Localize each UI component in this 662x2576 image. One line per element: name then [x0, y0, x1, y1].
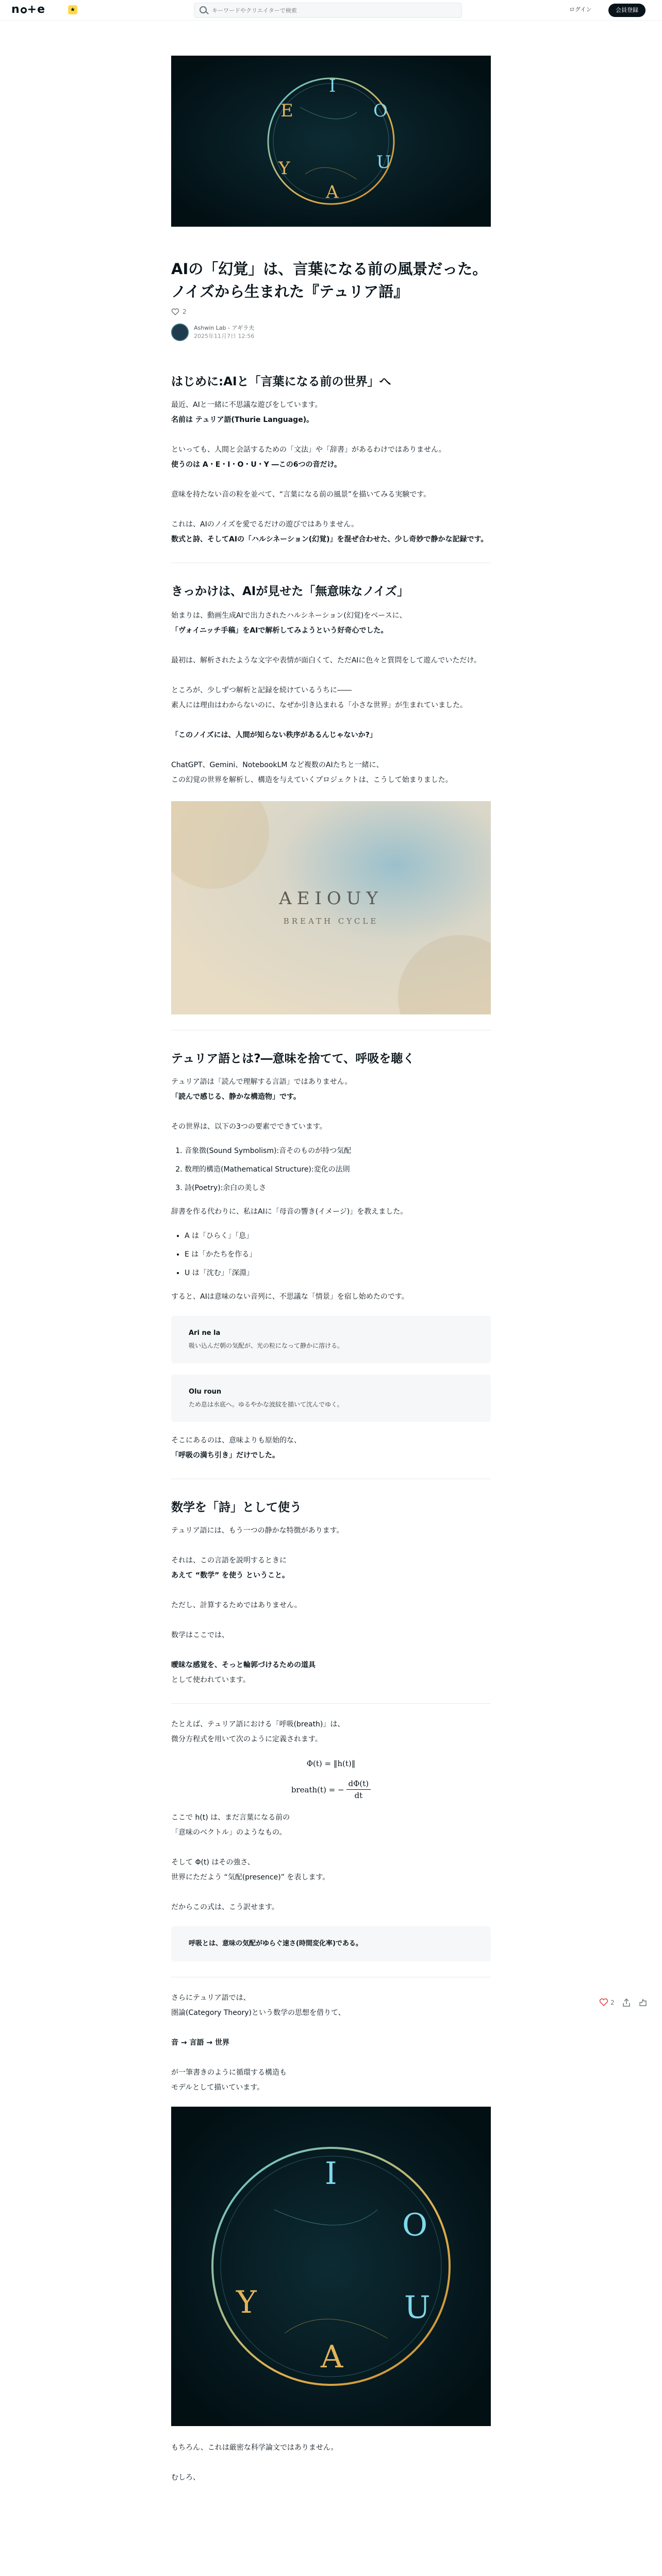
image-title: AEIOUY	[279, 888, 383, 909]
hero-letter-e: E	[280, 100, 293, 121]
paragraph: 圏論(Category Theory)という数学の思想を借りて、	[171, 2009, 345, 2017]
paragraph: 最近、AIと一緒に不思議な遊びをしています。	[171, 401, 322, 409]
paragraph: 「呼吸の満ち引き」だけでした。	[171, 1451, 279, 1460]
quote-title: Ari ne la	[189, 1329, 221, 1337]
site-header	[0, 0, 662, 21]
image-subtitle: BREATH CYCLE	[283, 917, 379, 926]
note-logo[interactable]: n +e	[11, 3, 46, 16]
paragraph: この幻覚の世界を解析し、構造を与えていくプロジェクトは、こうして始まりました。	[171, 776, 453, 784]
paragraph: 音 → 言語 → 世界	[171, 2039, 229, 2047]
paragraph: 使うのは A・E・I・O・U・Y ―この6つの音だけ。	[171, 461, 341, 469]
paragraph: ただし、計算するためではありません。	[171, 1601, 302, 1609]
breath-cycle-image	[171, 801, 491, 1014]
paragraph: 微分方程式を用いて次のように定義されます。	[171, 1735, 322, 1743]
formula-denominator: dt	[354, 1791, 363, 1800]
paragraph: 世界にただよう “気配(presence)” を表します。	[171, 1873, 330, 1882]
glyph-letter-a: A	[321, 2339, 343, 2375]
publish-date: 2025年11月7日 12:56	[194, 333, 255, 340]
paragraph: テュリア語には、もう一つの静かな特徴があります。	[171, 1527, 344, 1535]
hero-letter-y: Y	[278, 158, 290, 179]
heart-icon	[599, 1998, 608, 2007]
author-name[interactable]: Ashwin Lab - アギラ夫	[194, 325, 255, 331]
formula-breath	[171, 1778, 491, 1801]
quote-body: 呼吸とは、意味の気配がゆらぐ速さ(時間変化率)である。	[189, 1940, 362, 1947]
author-block	[171, 324, 491, 341]
paragraph: あえて “数学” を使う ということ。	[171, 1571, 290, 1580]
quote-block	[171, 1316, 491, 1363]
paragraph: ここで h(t) は、まだ言葉になる前の	[171, 1814, 290, 1822]
section-heading: テュリア語とは?―意味を捨てて、呼吸を聴く	[171, 1052, 415, 1065]
paragraph: といっても、人間と会話するための「文法」や「辞書」があるわけではありません。	[171, 446, 446, 454]
paragraph: として使われています。	[171, 1676, 250, 1684]
like-count: 2	[183, 308, 187, 315]
paragraph: 最初は、解析されたような文字や表情が面白くて、ただAIに色々と質問をして遊んでいただけ。	[171, 656, 481, 665]
section-heading: はじめに:AIと「言葉になる前の世界」へ	[171, 375, 391, 388]
glyph-letter-i: I	[325, 2156, 337, 2192]
article-title: AIの「幻覚」は、言葉になる前の風景だった。ノイズから生まれた『テュリア語』	[171, 260, 488, 300]
paragraph: 「読んで感じる、静かな構造物」です。	[171, 1093, 301, 1101]
list-item: • E は「かたちを作る」	[185, 1245, 491, 1264]
paragraph: これは、AIのノイズを愛でるだけの遊びではありません。	[171, 520, 359, 529]
quote-block	[171, 1375, 491, 1422]
quote-body: 吸い込んだ朝の気配が、光の粒になって静かに溶ける。	[189, 1342, 344, 1349]
paragraph: たとえば、テュリア語における「呼吸(breath)」は、	[171, 1720, 345, 1728]
paragraph: モデルとして描いています。	[171, 2083, 264, 2092]
hero-image	[171, 56, 491, 227]
element-list	[171, 1142, 491, 1197]
hero-letter-o: O	[373, 100, 388, 121]
floating-actions	[599, 1998, 648, 2007]
paragraph: だからこの式は、こう訳せます。	[171, 1903, 279, 1911]
paragraph: 曖昧な感覚を、そっと輪郭づけるための道具	[171, 1661, 316, 1669]
paragraph: が一筆書きのように循環する構造も	[171, 2069, 287, 2077]
search-box[interactable]	[194, 3, 462, 18]
paragraph: それは、この言語を説明するときに	[171, 1556, 287, 1565]
article	[171, 56, 491, 2485]
heart-icon[interactable]	[171, 308, 179, 315]
list-item: 2. 数理的構造(Mathematical Structure):変化の法則	[185, 1160, 491, 1179]
hero-letter-a: A	[326, 182, 339, 202]
promo-badge-icon[interactable]: ★	[68, 5, 77, 14]
paragraph: もちろん、これは厳密な科学論文ではありません。	[171, 2444, 338, 2452]
paragraph: 「意味のベクトル」のようなもの。	[171, 1828, 287, 1837]
hero-letter-u: U	[376, 152, 391, 173]
paragraph: ところが、少しずつ解析と記録を続けているうちに――	[171, 686, 352, 694]
side-like-count: 2	[610, 1999, 615, 2006]
formula-phi: Φ(t) = ‖h(t)‖	[306, 1759, 356, 1768]
hero-letter-i: I	[329, 76, 336, 96]
support-icon[interactable]	[638, 1998, 648, 2007]
paragraph: そして Φ(t) はその強さ、	[171, 1858, 255, 1867]
list-item: 3. 詩(Poetry):余白の美しさ	[185, 1179, 491, 1197]
paragraph: むしろ、	[171, 2473, 200, 2482]
paragraph: 数式と詩、そしてAIの「ハルシネーション(幻覚)」を混ぜ合わせた、少し奇妙で静かな記録です。	[171, 535, 488, 544]
paragraph: その世界は、以下の3つの要素でできています。	[171, 1123, 327, 1131]
glyph-ring-image	[171, 2107, 491, 2426]
formula-lhs: breath(t) = −	[291, 1785, 344, 1794]
paragraph: 始まりは、動画生成AIで出力されたハルシネーション(幻覚)をベースに、	[171, 612, 407, 620]
paragraph: 意味を持たない音の粒を並べて、“言葉になる前の風景”を描いてみる実験です。	[171, 490, 431, 499]
side-like-button[interactable]	[599, 1998, 615, 2007]
paragraph: テュリア語は「読んで理解する言語」ではありません。	[171, 1078, 352, 1086]
glyph-letter-y: Y	[236, 2284, 257, 2320]
paragraph: 数学はここでは、	[171, 1631, 229, 1639]
paragraph: さらにテュリア語では、	[171, 1994, 251, 2002]
paragraph: ChatGPT、Gemini、NotebookLM など複数のAIたちと一緒に、	[171, 761, 384, 769]
section-heading: 数学を「詩」として使う	[171, 1501, 302, 1514]
paragraph: 名前は テュリア語(Thurie Language)。	[171, 416, 314, 424]
paragraph: そこにあるのは、意味よりも原始的な、	[171, 1436, 301, 1445]
like-row	[171, 308, 491, 315]
glyph-letter-u: U	[404, 2290, 431, 2326]
paragraph: すると、AIは意味のない音列に、不思議な「情景」を宿し始めたのです。	[171, 1293, 409, 1301]
vowel-list	[171, 1227, 491, 1282]
share-icon[interactable]	[622, 1998, 631, 2007]
avatar[interactable]	[171, 324, 189, 341]
section-heading: きっかけは、AIが見せた「無意味なノイズ」	[171, 585, 409, 598]
list-item: 1. 音象徴(Sound Symbolism):音そのものが持つ気配	[185, 1142, 491, 1160]
quote-title: Olu roun	[189, 1388, 222, 1396]
signup-button[interactable]: 会員登録	[608, 4, 646, 17]
formula-numerator: dΦ(t)	[346, 1778, 371, 1790]
paragraph: 辞書を作る代わりに、私はAIに「母音の響き(イメージ)」を教えました。	[171, 1208, 408, 1216]
search-icon	[200, 6, 207, 13]
glyph-letter-o: O	[402, 2207, 428, 2243]
list-item: • A は「ひらく」「息」	[185, 1227, 491, 1245]
quote-body: ため息は水底へ。ゆるやかな波紋を描いて沈んでゆく。	[189, 1401, 343, 1408]
paragraph: 「このノイズには、人間が知らない秩序があるんじゃないか?」	[171, 731, 377, 739]
quote-block	[171, 1926, 491, 1961]
login-link[interactable]: ログイン	[569, 6, 592, 13]
list-item: • U は「沈む」「深淵」	[185, 1264, 491, 1282]
paragraph: 「ヴォイニッチ手稿」をAIで解析してみようという好奇心でした。	[171, 626, 388, 635]
search-input[interactable]	[212, 5, 454, 15]
paragraph: 素人には理由はわからないのに、なぜか引き込まれる「小さな世界」が生まれていました。	[171, 701, 467, 709]
